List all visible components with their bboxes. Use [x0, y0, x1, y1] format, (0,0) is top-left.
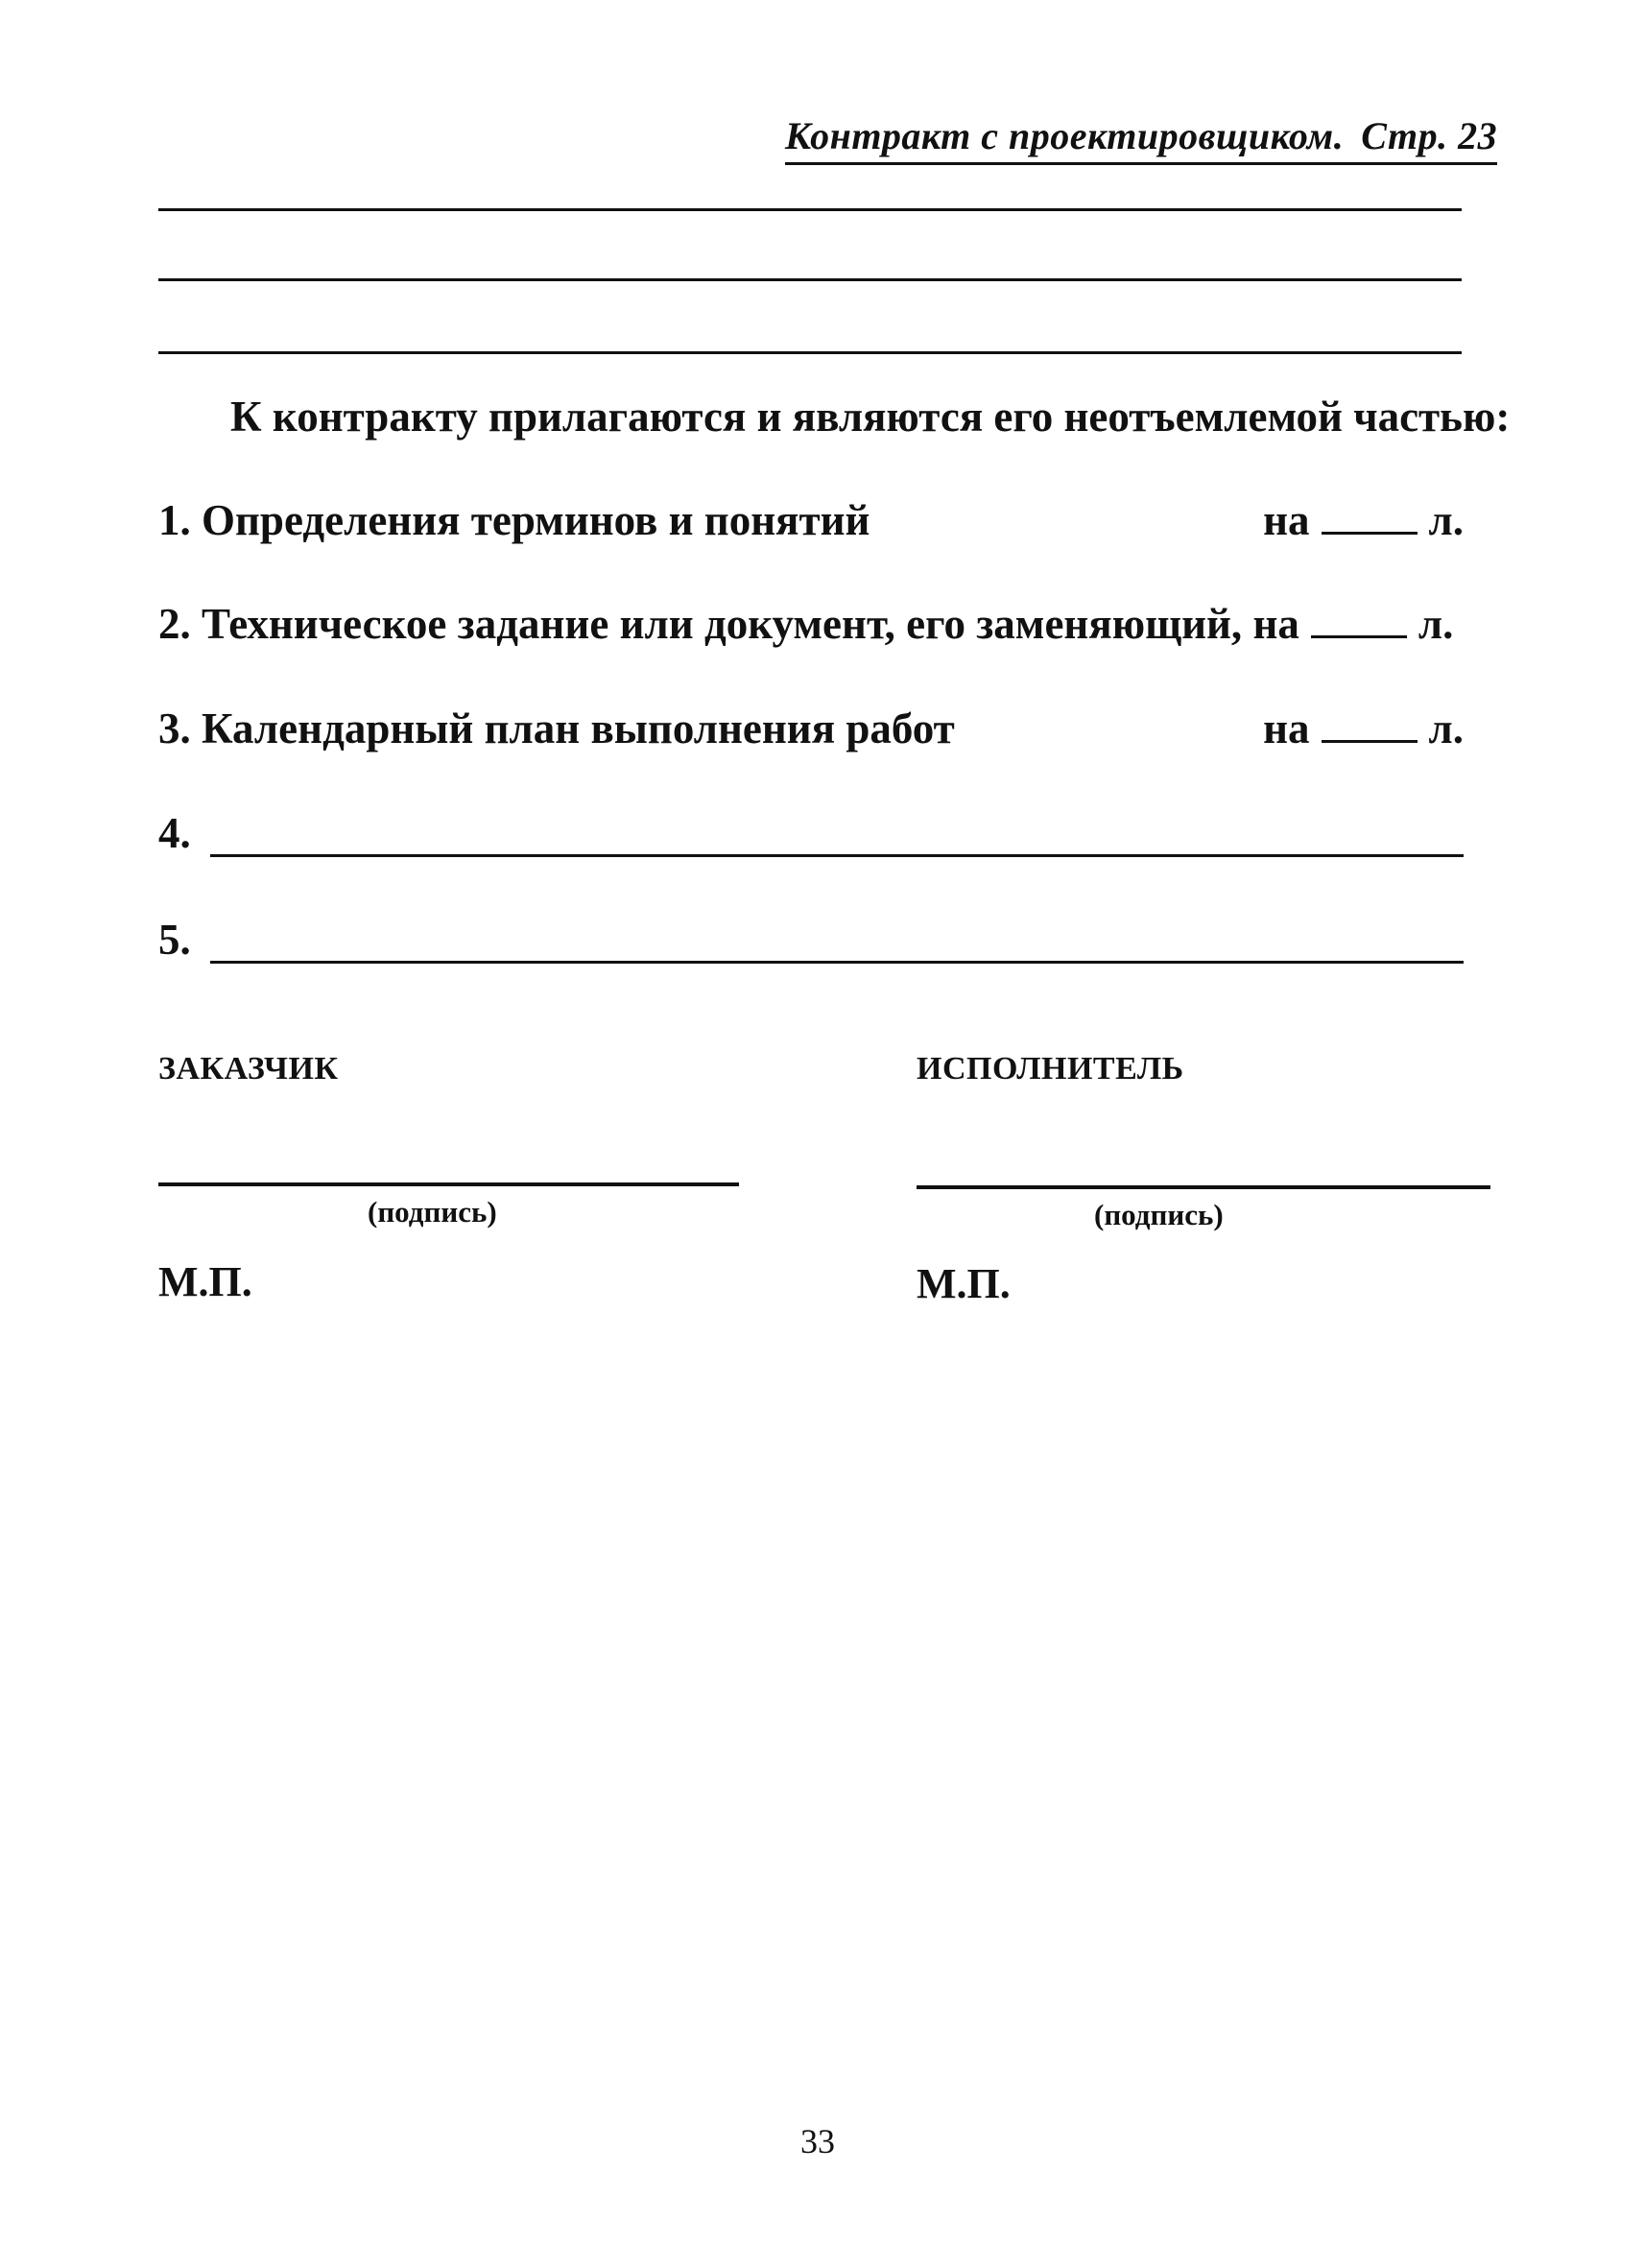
customer-label: ЗАКАЗЧИК [158, 1051, 339, 1086]
blank-line-1 [158, 208, 1462, 211]
appendix-item-5-number: 5. [158, 916, 191, 964]
appendix-item-2-title: 2. Техническое задание или документ, его заменяющий, на л. [158, 600, 1454, 648]
sheets-count-field [1311, 599, 1407, 638]
appendix-item-4 [158, 808, 1483, 866]
appendix-item-3-sheets: на л. [1263, 704, 1464, 752]
appendix-item-2 [158, 599, 1483, 657]
appendix-item-4-number: 4. [158, 809, 191, 857]
appendix-item-1 [158, 495, 1483, 553]
contractor-signature-line [917, 1185, 1490, 1189]
appendix-item-3-title: 3. Календарный план выполнения работ [158, 704, 955, 752]
contractor-seal: М.П. [917, 1260, 1011, 1307]
sheets-count-field [1322, 495, 1418, 535]
appendix-item-1-sheets: на л. [1263, 496, 1464, 544]
contractor-signature-caption: (подпись) [1094, 1198, 1224, 1231]
appendix-item-4-blank-line [210, 854, 1464, 857]
appendix-item-1-title: 1. Определения терминов и понятий [158, 496, 870, 544]
appendix-item-3 [158, 704, 1483, 761]
customer-signature-caption: (подпись) [368, 1195, 497, 1229]
appendices-intro: К контракту прилагаются и являются его неотъемлемой частью: [230, 393, 1511, 441]
blank-line-3 [158, 351, 1462, 354]
appendix-item-5-blank-line [210, 961, 1464, 964]
running-head-title: Контракт с проектировщиком. [785, 114, 1345, 157]
running-head [785, 113, 1497, 165]
customer-signature-line [158, 1182, 739, 1186]
page-number: 33 [800, 2122, 835, 2161]
sheets-count-field [1322, 704, 1418, 743]
appendix-item-5 [158, 915, 1483, 972]
contractor-label: ИСПОЛНИТЕЛЬ [917, 1051, 1184, 1086]
blank-line-2 [158, 278, 1462, 281]
customer-seal: М.П. [158, 1258, 252, 1305]
running-head-page-ref: Стр. 23 [1361, 114, 1498, 157]
